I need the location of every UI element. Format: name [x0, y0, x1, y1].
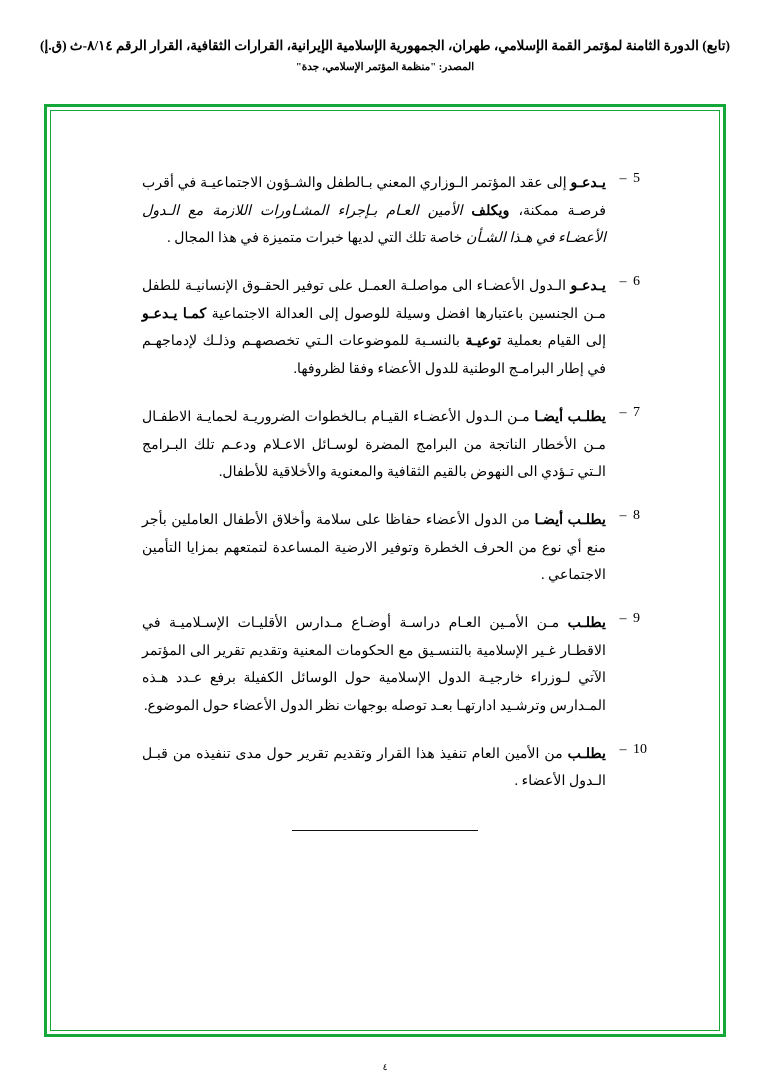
clause-number-column [606, 273, 652, 384]
page-number: ٤ [382, 1062, 388, 1072]
clause-number: 5 [633, 171, 640, 186]
clause-number: 10 [633, 741, 647, 757]
clause-text [142, 404, 606, 487]
clause-text [142, 741, 606, 796]
clause-item [142, 170, 652, 253]
header-source: المصدر: "منظمة المؤتمر الإسلامي، جدة" [295, 62, 475, 73]
clause-text [142, 610, 606, 721]
resolution-clause-list [142, 170, 652, 816]
clause-text-segment: بالنسـبة للموضوعات الـتي تخصصهـم وذلـك لإدماجهـم في إطار البرامـج الوطنية للدول الأعضاء وفقا لظروفها. [142, 333, 606, 378]
clause-text-segment: مـن الـدول الأعضـاء القيـام بـالخطوات الضروريـة لحمايـة الاطفـال مـن الأخطار الناتجة من البرامج المضرة لوسـائل الاعـلام ودعـم تلك البـرامج الـتي تـؤدي الى النهوض بالقيم الثقافية والمعنوية والأخلاقية للأطفال. [142, 408, 606, 481]
clause-number-column [606, 610, 652, 721]
clause-text-segment: إلى القيام بعملية [501, 333, 607, 350]
clause-number: 9 [633, 610, 640, 626]
clause-dash: – [619, 171, 627, 186]
signature-rule [0, 830, 770, 831]
clause-dash: – [619, 274, 627, 290]
clause-item [142, 741, 652, 796]
clause-number: 8 [633, 507, 640, 523]
clause-item [142, 507, 652, 590]
clause-text-segment: من الأمين العام تنفيذ هذا القرار وتقديم تقرير حول مدى تنفيذه من قبـل الـدول الأعضاء . [142, 745, 606, 790]
clause-text-segment: يـدعـو [570, 175, 606, 191]
clause-text-segment: يـدعـو [570, 278, 606, 295]
clause-item [142, 404, 652, 487]
clause-text-segment: يطلـب أيضـا [534, 408, 607, 425]
signature-line [292, 830, 478, 831]
clause-text [142, 273, 606, 384]
clause-text-segment: مـن الأمـين العـام دراسـة أوضـاع مـدارس الأقليـات الإسـلاميـة في الاقطـار غـير الإسلامية بالتنسـيق مع الحكومات المعنية وتقديم تقرير الى المؤتمر الآتي لـوزراء خارجيـة الدول الإسلامية حول الوسائل الكفيلة برفع عـدد هـذه المـدارس وترشـيد ادارتهـا بعـد توصله بوجهات نظر الدول الأعضاء حول الموضوع. [142, 614, 606, 714]
clause-text-segment: الأمين العـام بـإجراء المشـاورات اللازمة مع الـدول الأعضـاء في هـذا الشـأن [142, 202, 606, 247]
clause-text-segment: إلى عقد المؤتمر الـوزاري المعني بـالطفل والشـؤون الاجتماعيـة في أقرب فرصـة ممكنة، [142, 175, 606, 219]
clause-number: 7 [633, 404, 640, 420]
clause-text-segment: يطلـب أيضـا [534, 511, 606, 528]
clause-number-column [606, 507, 652, 590]
clause-item [142, 610, 652, 721]
header-title: (تابع) الدورة الثامنة لمؤتمر القمة الإسلامي، طهران، الجمهورية الإسلامية الإيرانية، القرارات الثقافية، القرار الرقم ٨/١٤-ث (ق.إ) [39, 38, 731, 53]
clause-text-segment: من الدول الأعضاء حفاظا على سلامة وأخلاق الأطفال العاملين بأجر منع أي نوع من الحرف الخطرة وتوفير الارضية المساعدة لتمتعهم بمزايا التأمين الاجتماعي . [142, 511, 606, 584]
clause-number-column [606, 741, 652, 796]
clause-text-segment: كمـا يـدعـو [142, 305, 207, 322]
clause-text-segment: يطلـب [567, 614, 606, 631]
page-header [0, 38, 770, 73]
clause-number: 6 [633, 274, 640, 290]
clause-dash: – [619, 741, 627, 757]
clause-text-segment: توعيـة [465, 333, 502, 350]
clause-text-segment: يطلـب [567, 745, 606, 762]
clause-dash: – [619, 610, 627, 626]
clause-text [142, 170, 606, 253]
clause-number-column [606, 170, 652, 253]
clause-item [142, 273, 652, 384]
clause-text-segment: خاصة تلك التي لديها خبرات متميزة في هذا المجال . [167, 230, 463, 247]
clause-number-column [606, 404, 652, 487]
clause-text-segment: الـدول الأعضـاء الى مواصلـة العمـل على توفير الحقـوق الإنسانيـة للطفل مـن الجنسين باعتبارها افضل وسيلة للوصول إلى العدالة الاجتماعية [142, 278, 606, 322]
clause-dash: – [619, 507, 627, 523]
clause-text [142, 507, 606, 590]
page-footer [0, 1062, 770, 1073]
clause-text-segment: ويكلف [471, 202, 510, 219]
clause-dash: – [619, 404, 627, 420]
